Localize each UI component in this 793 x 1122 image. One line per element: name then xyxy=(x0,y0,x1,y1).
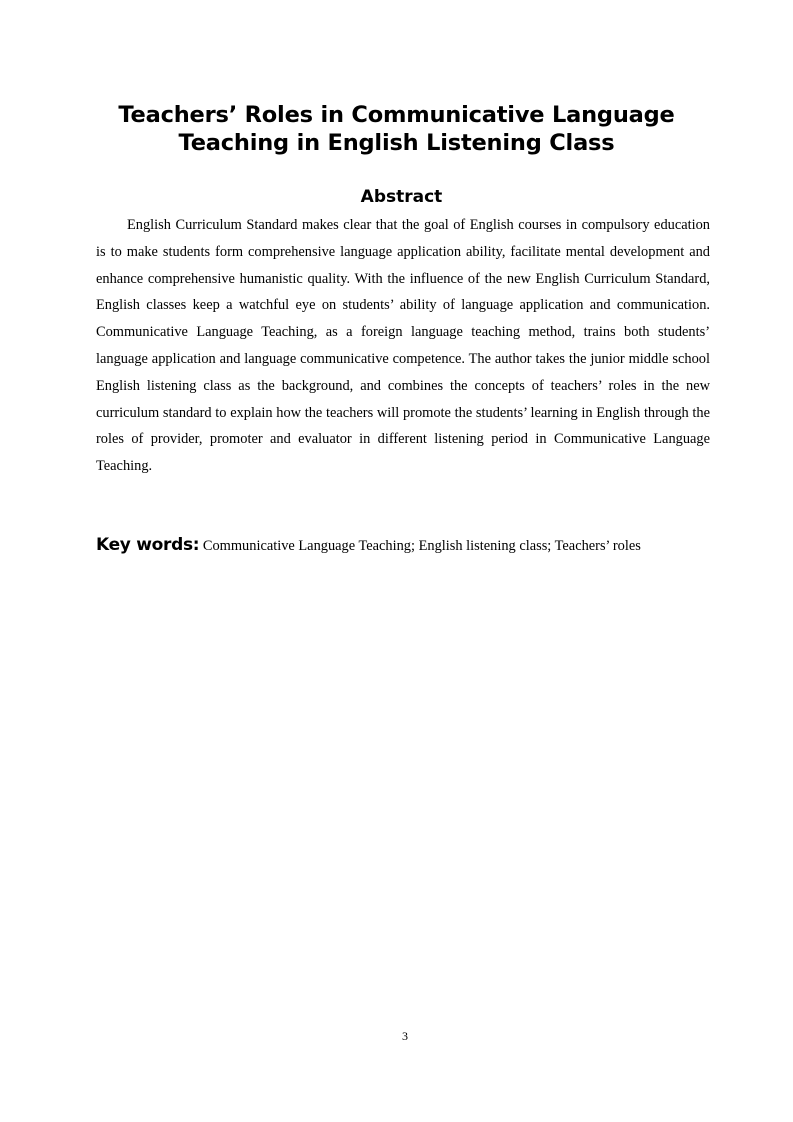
page-title xyxy=(60,101,733,157)
abstract-body: English Curriculum Standard makes clear that the goal of English courses in compulsory education is to make students form comprehensive language application ability, facilitate mental development and enhance comprehensive humanistic quality. With the influence of the new English Curriculum Standard, English classes keep a watchful eye on students’ ability of language application and communication. Communicative Language Teaching, as a foreign language teaching method, trains both students’ language application and language communicative competence. The author takes the junior middle school English listening class as the background, and combines the concepts of teachers’ roles in the new curriculum standard to explain how the teachers will promote the students’ learning in English through the roles of provider, promoter and evaluator in different listening period in Communicative Language Teaching. xyxy=(96,217,710,475)
keywords-line xyxy=(96,532,736,559)
keywords-label: Key words: xyxy=(96,535,200,555)
abstract-heading: Abstract xyxy=(360,187,443,207)
title-line-2: Teaching in English Listening Class xyxy=(178,130,615,156)
title-line-1: Teachers’ Roles in Communicative Language xyxy=(118,102,675,128)
keywords-text: Communicative Language Teaching; English listening class; Teachers’ roles xyxy=(202,538,641,554)
page-number: 3 xyxy=(402,1029,408,1043)
